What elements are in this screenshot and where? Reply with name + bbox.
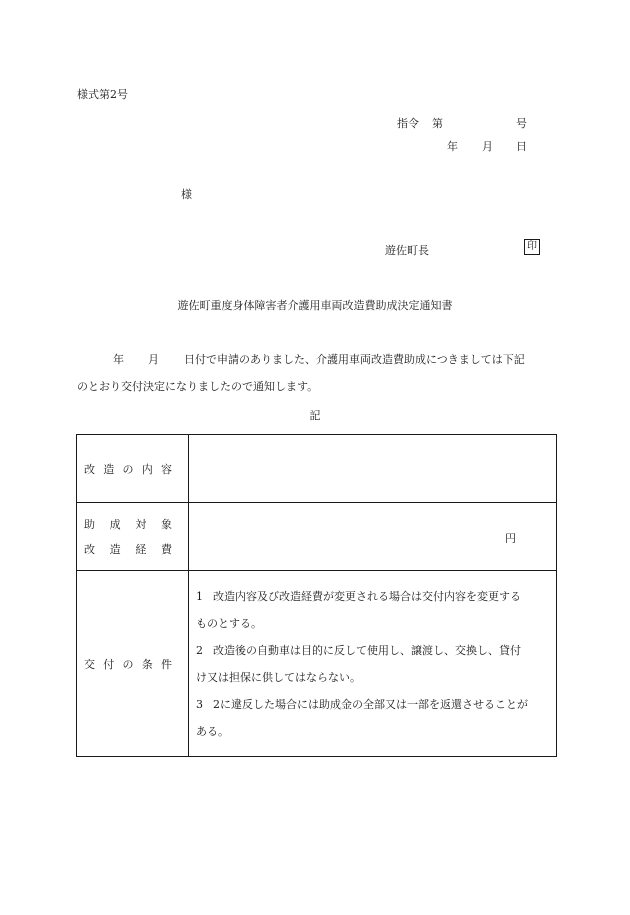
ki-heading: 記 bbox=[309, 409, 321, 422]
value-modification-content bbox=[189, 435, 557, 503]
addressee-honorific: 様 bbox=[181, 188, 192, 201]
value-subsidy-cost bbox=[189, 503, 557, 571]
label-modification-content: 改 造 の 内 容 bbox=[77, 435, 189, 503]
label-grant-conditions: 交 付 の 条 件 bbox=[77, 571, 189, 757]
details-table bbox=[76, 434, 557, 757]
yen-unit: 円 bbox=[505, 532, 516, 545]
document-title: 遊佐町重度身体障害者介護用車両改造費助成決定通知書 bbox=[177, 299, 453, 312]
body-month: 月 bbox=[148, 353, 159, 366]
body-year: 年 bbox=[113, 353, 124, 366]
label-subsidy-cost: 助 成 対 象 改 造 経 費 bbox=[77, 503, 189, 571]
mayor-title: 遊佐町長 bbox=[385, 244, 429, 257]
form-number: 様式第2号 bbox=[77, 88, 128, 101]
table-row bbox=[77, 503, 557, 571]
date-year: 年 bbox=[447, 140, 458, 153]
condition-item: 3 2に違反した場合には助成金の全部又は一部を返還させることが ある。 bbox=[196, 697, 528, 738]
body-text-line2: のとおり交付決定になりましたので通知します。 bbox=[77, 380, 319, 393]
condition-item: 1 改造内容及び改造経費が変更される場合は交付内容を変更する ものとする。 bbox=[196, 589, 521, 630]
directive-dai: 第 bbox=[432, 117, 443, 130]
grant-conditions-list bbox=[189, 571, 557, 757]
seal-stamp: 印 bbox=[524, 239, 540, 255]
date-month: 月 bbox=[482, 140, 493, 153]
condition-item: 2 改造後の自動車は目的に反して使用し、譲渡し、交換し、貸付 け又は担保に供してはならない。 bbox=[196, 643, 521, 684]
table-row bbox=[77, 435, 557, 503]
body-line1-rest: 日付で申請のありました、介護用車両改造費助成につきましては下記 bbox=[184, 353, 525, 366]
table-row bbox=[77, 571, 557, 757]
directive-go: 号 bbox=[516, 117, 527, 130]
directive-label: 指令 bbox=[397, 117, 419, 130]
date-day: 日 bbox=[516, 140, 527, 153]
